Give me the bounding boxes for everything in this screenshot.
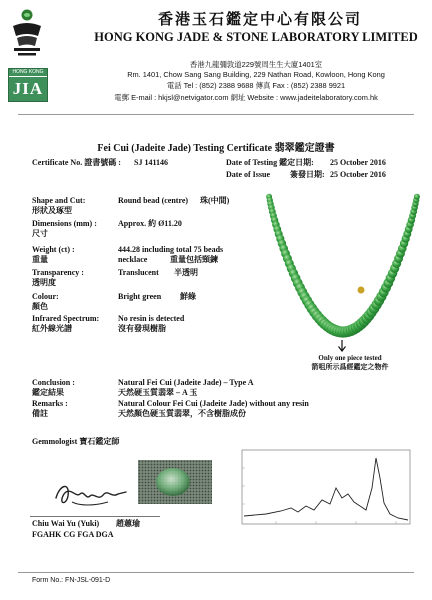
colour-value: Bright green bbox=[118, 292, 162, 301]
dimensions-label: Dimensions (mm) : bbox=[32, 219, 97, 228]
date-of-issue-label-cn: 簽發日期: bbox=[290, 170, 325, 179]
transparency-value: Translucent bbox=[118, 268, 159, 277]
conclusion-label: Conclusion : bbox=[32, 378, 75, 387]
telephone-fax: 電話 Tel : (852) 2388 9688 傳真 Fax : (852) 2388 9921 bbox=[166, 81, 346, 90]
weight-value-cn: 重量包括頸鍊 bbox=[170, 255, 218, 264]
remarks-value: Natural Colour Fei Cui (Jadeite Jade) without any resin bbox=[118, 399, 309, 408]
weight-value: 444.28 including total 75 beads bbox=[118, 245, 224, 254]
infrared-spectrum-value: No resin is detected bbox=[118, 314, 185, 323]
jia-logo-letters: JIA bbox=[12, 79, 44, 98]
date-of-testing-label: Date of Testing 鑑定日期: bbox=[226, 158, 314, 167]
jia-logo bbox=[8, 68, 48, 102]
address-english: Rm. 1401, Chow Sang Sang Building, 229 Nathan Road, Kowloon, Hong Kong bbox=[127, 70, 385, 79]
shape-value-cn: 珠(中間) bbox=[200, 196, 230, 205]
gemmologist-credentials: FGAHK CG FGA DGA bbox=[32, 530, 114, 539]
company-name-chinese: 香港玉石鑑定中心有限公司 bbox=[157, 12, 362, 28]
weight-label: Weight (ct) : bbox=[32, 245, 75, 254]
necklace-clasp bbox=[358, 287, 365, 294]
email-website: 電郵 E-mail : hkjsl@netvigator.com 網址 Website : www.jadeitelaboratory.com.hk bbox=[114, 93, 378, 102]
certificate-number-label: Certificate No. 證書號碼 : bbox=[32, 158, 121, 167]
laboratory-emblem-icon bbox=[8, 8, 46, 58]
remarks-label: Remarks : bbox=[32, 399, 68, 408]
certificate-number-value: SJ 141146 bbox=[134, 158, 169, 167]
conclusion-value-cn: 天然硬玉質翡翠 – A 玉 bbox=[118, 388, 198, 397]
remarks-value-cn: 天然顏色硬玉質翡翠，不含樹脂成份 bbox=[118, 409, 246, 418]
footer-divider bbox=[18, 572, 414, 573]
jia-logo-top-text: HONG KONG bbox=[9, 69, 47, 77]
bead-closeup-photo bbox=[138, 460, 212, 504]
date-of-issue-value: 25 October 2016 bbox=[330, 170, 386, 179]
gemmologist-name: Chiu Wai Yu (Yuki) bbox=[32, 519, 100, 528]
dimensions-label-cn: 尺寸 bbox=[32, 229, 48, 238]
infrared-spectrum-label: Infrared Spectrum: bbox=[32, 314, 100, 323]
tested-piece-note-cn: 箭咀所示爲經鑑定之物件 bbox=[311, 363, 389, 371]
infrared-spectrum-label-cn: 紅外線光譜 bbox=[32, 324, 72, 333]
header-divider bbox=[18, 114, 414, 115]
weight-value-necklace: necklace bbox=[118, 255, 148, 264]
gemmologist-signature bbox=[50, 476, 130, 512]
company-name-english: HONG KONG JADE & STONE LABORATORY LIMITED bbox=[94, 30, 418, 44]
colour-label-cn: 顏色 bbox=[32, 302, 48, 311]
signature-line bbox=[30, 516, 160, 517]
colour-value-cn: 鮮綠 bbox=[180, 292, 196, 301]
arrow-down-icon bbox=[337, 340, 347, 352]
date-of-issue-label: Date of Issue bbox=[226, 170, 270, 179]
conclusion-label-cn: 鑑定結果 bbox=[32, 388, 64, 397]
date-of-testing-value: 25 October 2016 bbox=[330, 158, 386, 167]
remarks-label-cn: 備註 bbox=[32, 409, 48, 418]
shape-label: Shape and Cut: bbox=[32, 196, 86, 205]
shape-label-cn: 形狀及琢型 bbox=[32, 206, 72, 215]
transparency-label-cn: 透明度 bbox=[32, 278, 56, 287]
form-number: Form No.: FN-JSL-091-D bbox=[32, 577, 111, 584]
jade-necklace-photo bbox=[258, 182, 428, 342]
tested-piece-note bbox=[290, 354, 410, 372]
weight-label-cn: 重量 bbox=[32, 255, 48, 264]
gemmologist-label: Gemmologist 寶石鑑定師 bbox=[32, 437, 120, 446]
colour-label: Colour: bbox=[32, 292, 59, 301]
infrared-spectrum-value-cn: 沒有發現樹脂 bbox=[118, 324, 166, 333]
tested-piece-note-en: Only one piece tested bbox=[318, 354, 382, 362]
transparency-label: Transparency : bbox=[32, 268, 84, 277]
conclusion-value: Natural Fei Cui (Jadeite Jade) – Type A bbox=[118, 378, 254, 387]
address-chinese: 香港九龍彌敦道229號周生生大廈1401室 bbox=[189, 60, 323, 69]
transparency-value-cn: 半透明 bbox=[174, 268, 198, 277]
infrared-spectrum-graph bbox=[226, 448, 416, 534]
gemmologist-name-cn: 趙蕙瑜 bbox=[116, 519, 140, 528]
dimensions-value: Approx. 約 Ø11.20 bbox=[118, 219, 182, 228]
certificate-title: Fei Cui (Jadeite Jade) Testing Certificate 翡翠鑑定證書 bbox=[97, 143, 335, 154]
jade-bead bbox=[414, 194, 420, 200]
shape-value: Round bead (centre) bbox=[118, 196, 189, 205]
